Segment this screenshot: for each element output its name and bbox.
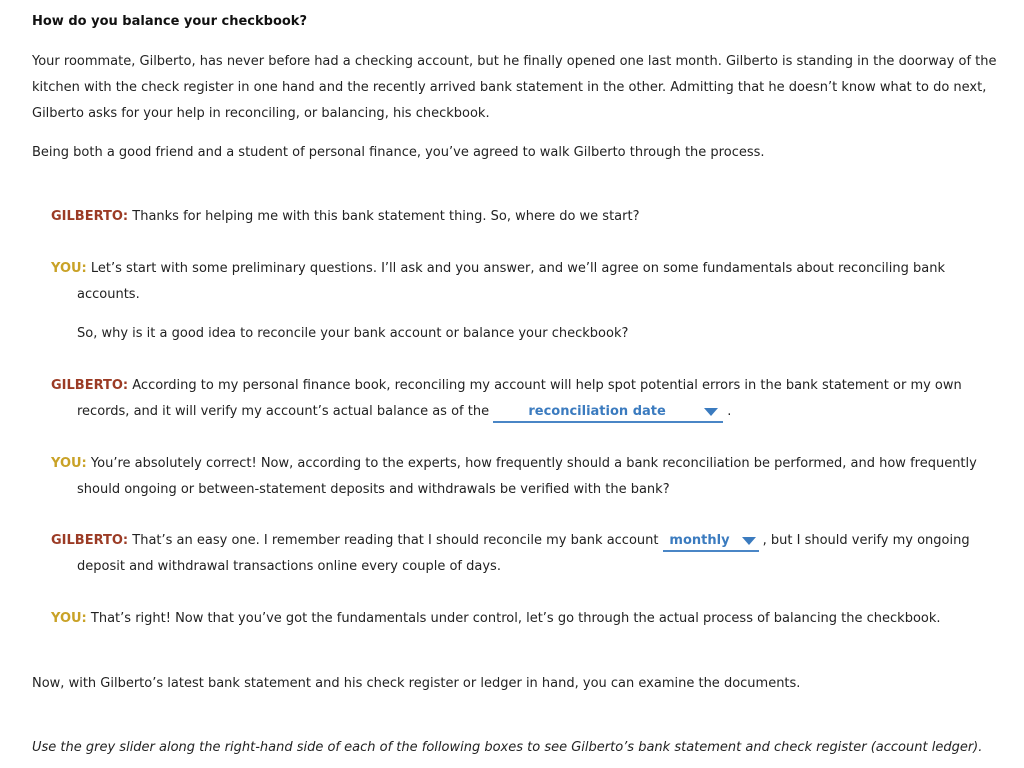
dialogue-text: That’s an easy one. I remember reading that I should reconcile my bank account	[132, 533, 659, 548]
dialogue-line-5	[51, 528, 1001, 580]
dropdown-value: reconciliation date	[528, 404, 666, 419]
dialogue-line-4	[51, 451, 1001, 503]
intro-paragraph: Your roommate, Gilberto, has never before had a checking account, but he finally opened one last month. Gilberto is standing in the doorway of the kitchen with the check register in one hand and the recently arrived bank statement in the other. Admitting that he doesn’t know what to do next, Gilberto asks for your help in reconciling, or balancing, his checkbook.	[32, 54, 997, 121]
dialogue-text: Let’s start with some preliminary questions. I’ll ask and you answer, and we’ll agree on some fundamentals about reconciling bank	[90, 261, 945, 276]
speaker-gilberto: GILBERTO:	[51, 533, 129, 548]
intro-paragraph-2: Being both a good friend and a student of personal finance, you’ve agreed to walk Gilberto through the process.	[32, 145, 765, 160]
dialogue-text: Thanks for helping me with this bank statement thing. So, where do we start?	[132, 209, 640, 224]
dialogue-text-cont	[51, 399, 1001, 425]
dialogue-line-6	[51, 606, 1001, 632]
outro-paragraph: Now, with Gilberto’s latest bank statement and his check register or ledger in hand, you can examine the documents.	[32, 676, 801, 691]
chevron-down-icon	[704, 408, 718, 416]
speaker-you: YOU:	[51, 611, 87, 626]
speaker-you: YOU:	[51, 456, 87, 471]
dialogue-text-cont: should ongoing or between-statement deposits and withdrawals be verified with the bank?	[77, 482, 670, 497]
dropdown-value: monthly	[669, 533, 730, 548]
dialogue-line-1	[51, 204, 1001, 230]
frequency-dropdown[interactable]	[663, 532, 759, 552]
speaker-you: YOU:	[51, 261, 87, 276]
speaker-gilberto: GILBERTO:	[51, 378, 129, 393]
balance-date-dropdown[interactable]	[493, 403, 723, 423]
dialogue-line-2	[51, 256, 1001, 308]
dialogue-text: records, and it will verify my account’s actual balance as of the	[77, 404, 490, 419]
page-title: How do you balance your checkbook?	[32, 14, 307, 29]
dialogue-text-cont: deposit and withdrawal transactions online every couple of days.	[77, 559, 501, 574]
dialogue-text: .	[727, 404, 732, 419]
speaker-gilberto: GILBERTO:	[51, 209, 129, 224]
instruction-text: Use the grey slider along the right-hand side of each of the following boxes to see Gilberto’s bank statement and check register (account ledger).	[32, 740, 983, 755]
dialogue-text: , but I should verify my ongoing	[762, 533, 970, 548]
dialogue-text: So, why is it a good idea to reconcile your bank account or balance your checkbook?	[77, 326, 629, 341]
dialogue-text: According to my personal finance book, reconciling my account will help spot potential errors in the bank statement or my own	[132, 378, 962, 393]
dialogue-text: You’re absolutely correct! Now, according to the experts, how frequently should a bank reconciliation be performed, and how frequently	[90, 456, 977, 471]
dialogue-text: That’s right! Now that you’ve got the fundamentals under control, let’s go through the actual process of balancing the checkbook.	[90, 611, 941, 626]
dialogue-line-3	[51, 373, 1001, 425]
dialogue-text-cont: accounts.	[77, 287, 140, 302]
dialogue-line-2-question	[51, 321, 1001, 347]
chevron-down-icon	[742, 537, 756, 545]
